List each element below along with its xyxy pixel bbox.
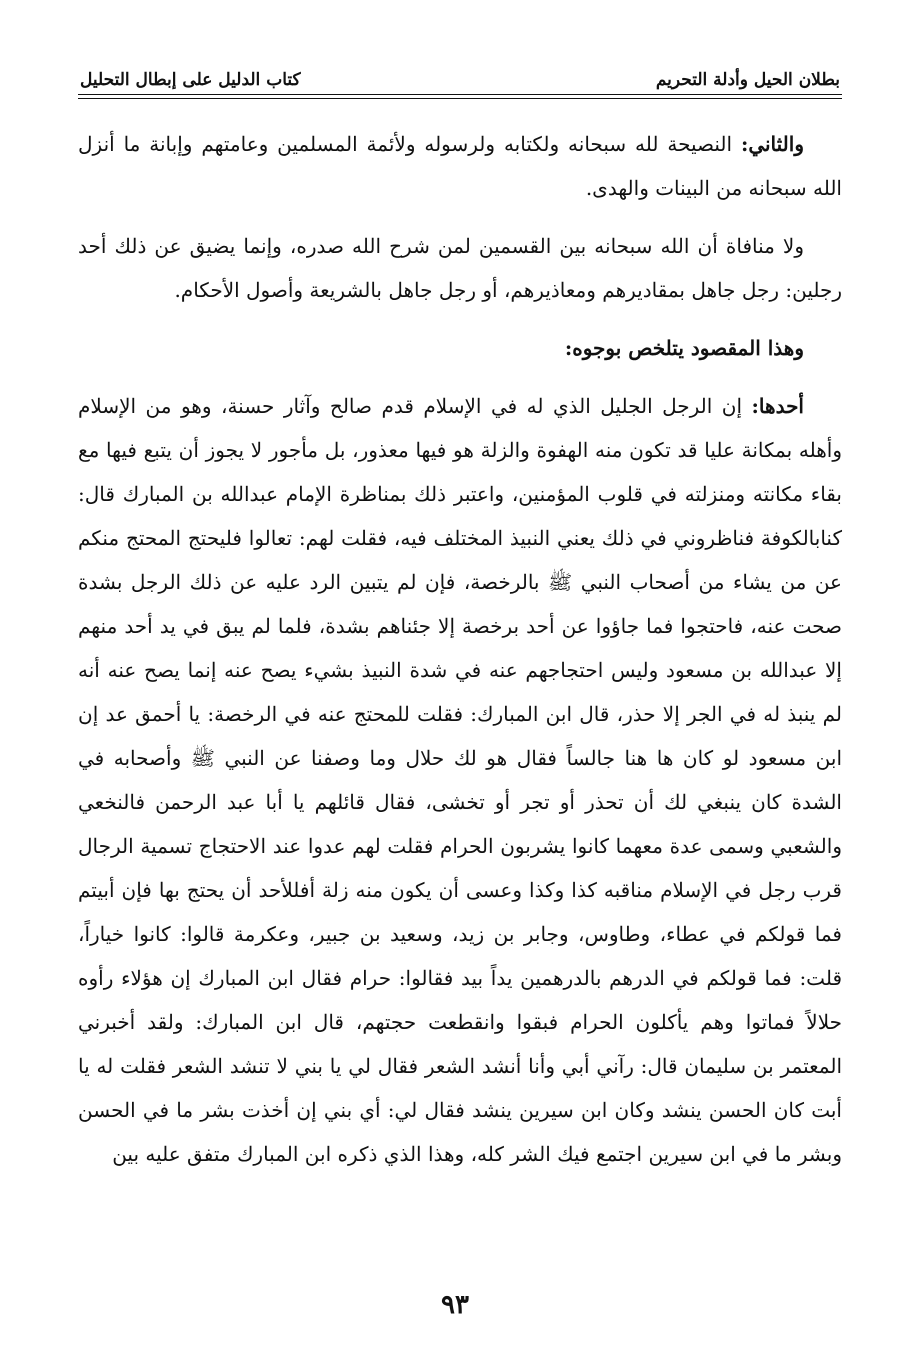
body-text	[78, 122, 842, 1190]
paragraph-lead: أحدها:	[751, 394, 804, 418]
paragraph-text: ولا منافاة أن الله سبحانه بين القسمين لمن شرح الله صدره، وإنما يضيق عن ذلك أحد رجلين: رجل جاهل بمقاديرهم ومعاذيرهم، أو رجل جاهل بالشريعة وأصول الأحكام.	[78, 234, 842, 302]
header-rule-thin	[78, 98, 842, 99]
running-header	[80, 56, 840, 90]
paragraph-lead: والثاني:	[740, 132, 804, 156]
paragraph	[78, 122, 842, 210]
header-rule	[78, 94, 842, 95]
page-number: ٩٣	[441, 1290, 469, 1320]
paragraph-text: النصيحة لله سبحانه ولكتابه ولرسوله ولأئمة المسلمين وعامتهم وإبانة ما أنزل الله سبحانه من البينات والهدى.	[78, 132, 842, 200]
paragraph	[78, 224, 842, 312]
heading-text: وهذا المقصود يتلخص بوجوه:	[564, 336, 804, 360]
paragraph-text: إن الرجل الجليل الذي له في الإسلام قدم صالح وآثار حسنة، وهو من الإسلام وأهله بمكانة عليا قد تكون منه الهفوة والزلة هو فيها معذور، بل مأجور لا يجوز أن يتبع فيها مع بقاء مكانته ومنزلته في قلوب المؤمنين، واعتبر ذلك بمناظرة الإمام عبدالله بن المبارك قال: كنابالكوفة فناظروني في ذلك يعني النبيذ المختلف فيه، فقلت لهم: تعالوا فليحتج المحتج منكم عن من يشاء من أصحاب النبي ﷺ بالرخصة، فإن لم يتبين الرد عليه عن ذلك الرجل بشدة صحت عنه، فاحتجوا فما جاؤوا عن أحد برخصة إلا جئناهم بشدة، فلما لم يبق في يد أحد منهم إلا عبدالله بن مسعود وليس احتجاجهم عنه في شدة النبيذ بشيء يصح عنه إنما يصح عنه أنه لم ينبذ له في الجر إلا حذر، قال ابن المبارك: فقلت للمحتج عنه في الرخصة: يا أحمق عد إن ابن مسعود لو كان ها هنا جالساً فقال هو لك حلال وما وصفنا عن النبي ﷺ وأصحابه في الشدة كان ينبغي لك أن تحذر أو تجر أو تخشى، فقال قائلهم يا أبا عبد الرحمن فالنخعي والشعبي وسمى عدة معهما كانوا يشربون الحرام فقلت لهم عدوا عند الاحتجاج تسمية الرجال قرب رجل في الإسلام مناقبه كذا وكذا وعسى أن يكون منه زلة أفللأحد أن يحتج بها فإن أبيتم فما قولكم في عطاء، وطاوس، وجابر بن زيد، وسعيد بن جبير، وعكرمة قالوا: كانوا خياراً، قلت: فما قولكم في الدرهم بالدرهمين يداً بيد فقالوا: حرام فقال ابن المبارك إن هؤلاء رأوه حلالاً فماتوا وهم يأكلون الحرام فبقوا وانقطعت حجتهم، قال ابن المبارك: ولقد أخبرني المعتمر بن سليمان قال: رآني أبي وأنا أنشد الشعر فقال لي يا بني لا تنشد الشعر فقلت له يا أبت كان الحسن ينشد وكان ابن سيرين ينشد فقال لي: أي بني إن أخذت بشر ما في الحسن وبشر ما في ابن سيرين اجتمع فيك الشر كله، وهذا الذي ذكره ابن المبارك متفق عليه بين	[78, 394, 842, 1166]
section-heading	[78, 326, 842, 370]
paragraph	[78, 384, 842, 1176]
book-title: بطلان الحيل وأدلة التحريم	[655, 70, 840, 90]
chapter-title: كتاب الدليل على إبطال التحليل	[80, 70, 301, 90]
